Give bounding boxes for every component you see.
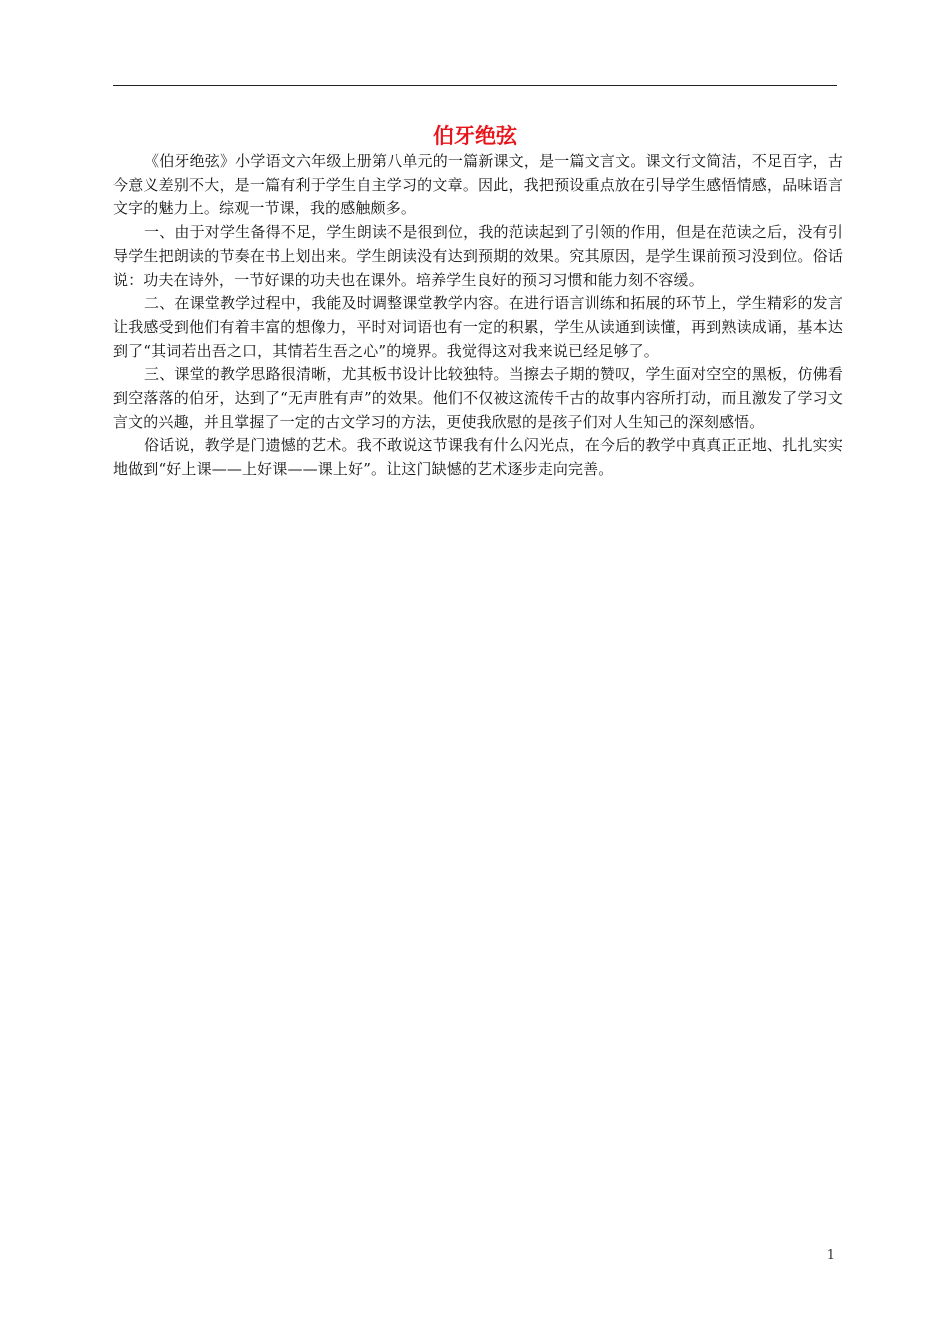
- paragraph-conclusion: 俗话说，教学是门遗憾的艺术。我不敢说这节课我有什么闪光点，在今后的教学中真真正正地、扎扎实实地做到“好上课——上好课——课上好”。让这门缺憾的艺术逐步走向完善。: [113, 436, 843, 479]
- paragraph-intro: 《伯牙绝弦》小学语文六年级上册第八单元的一篇新课文，是一篇文言文。课文行文简洁，不足百字，古今意义差别不大，是一篇有利于学生自主学习的文章。因此，我把预设重点放在引导学生感悟情感，品味语言文字的魅力上。综观一节课，我的感触颇多。: [113, 152, 843, 218]
- page-number: 1: [826, 1248, 835, 1263]
- paragraph-point-three: 三、课堂的教学思路很清晰，尤其板书设计比较独特。当擦去子期的赞叹，学生面对空空的黑板，仿佛看到空落落的伯牙，达到了“无声胜有声”的效果。他们不仅被这流传千古的故事内容所打动，而且激发了学习文言文的兴趣，并且掌握了一定的古文学习的方法，更使我欣慰的是孩子们对人生知己的深刻感悟。: [113, 365, 843, 431]
- header-rule: [113, 85, 837, 86]
- paragraph-point-one: 一、由于对学生备得不足，学生朗读不是很到位，我的范读起到了引领的作用，但是在范读之后，没有引导学生把朗读的节奏在书上划出来。学生朗读没有达到预期的效果。究其原因，是学生课前预习没到位。俗话说：功夫在诗外，一节好课的功夫也在课外。培养学生良好的预习习惯和能力刻不容缓。: [113, 223, 843, 289]
- document-body: [113, 150, 843, 482]
- paragraph-point-two: 二、在课堂教学过程中，我能及时调整课堂教学内容。在进行语言训练和拓展的环节上，学生精彩的发言让我感受到他们有着丰富的想像力，平时对词语也有一定的积累，学生从读通到读懂，再到熟读成诵，基本达到了“其词若出吾之口，其情若生吾之心”的境界。我觉得这对我来说已经足够了。: [113, 294, 843, 360]
- document-title: 伯牙绝弦: [433, 124, 517, 148]
